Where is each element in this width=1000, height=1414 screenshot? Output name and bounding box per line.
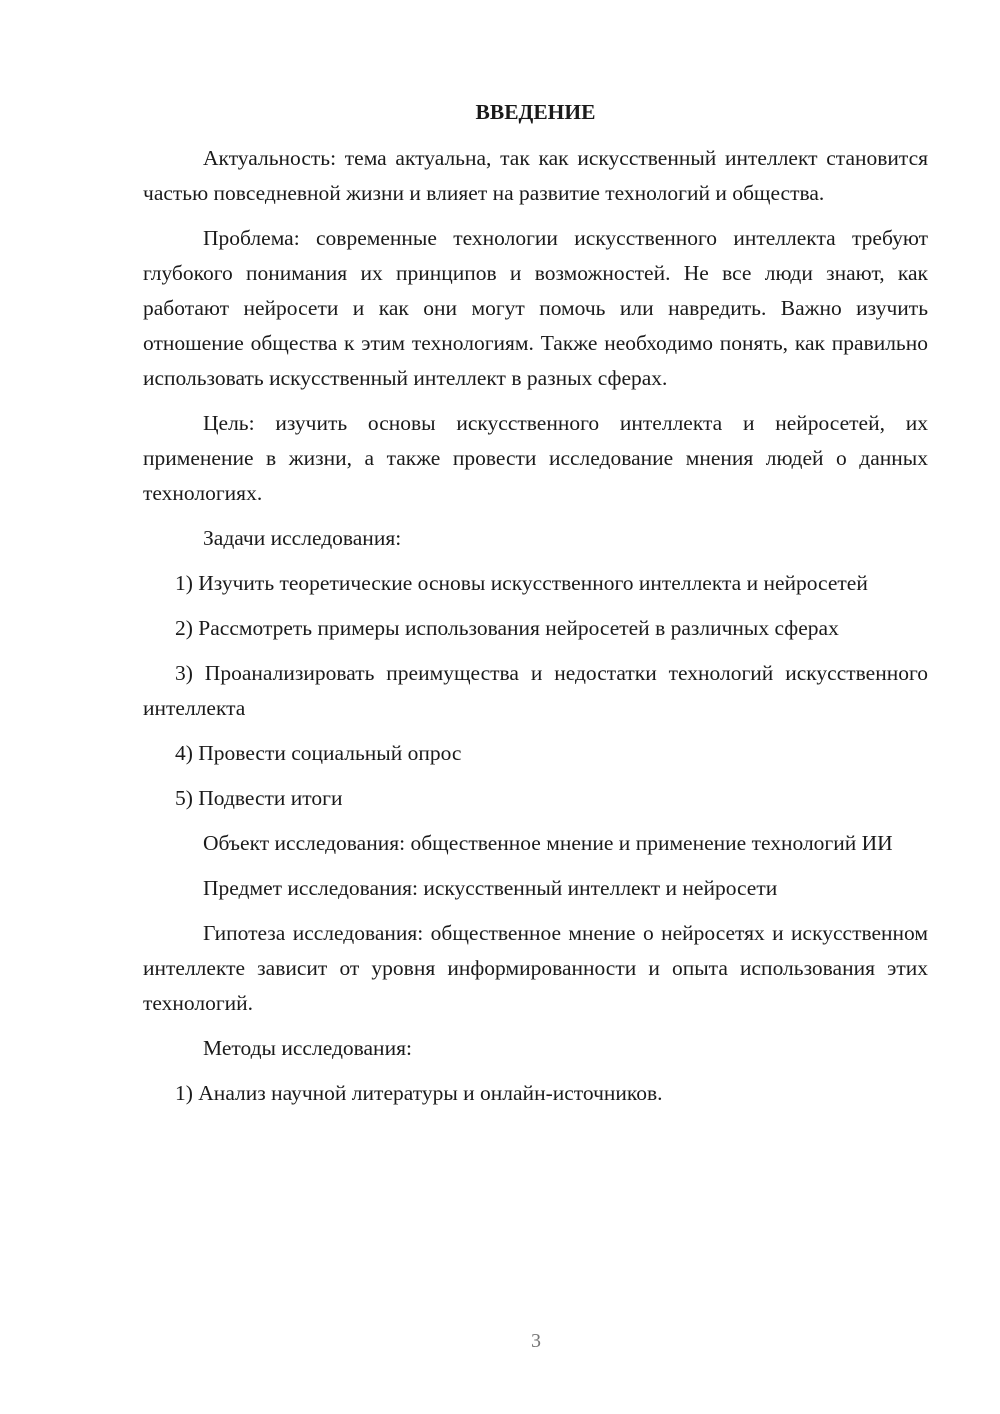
task-item-2: 2) Рассмотреть примеры использования нейросетей в различных сферах — [175, 616, 839, 640]
problem-paragraph: Проблема: современные технологии искусственного интеллекта требуют глубокого понимания их принципов и возможностей. Не все люди знают, как работают нейросети и как они могут помочь или навредить. Важно изучить отношение общества к этим технологиям. Также необходимо понять, как правильно использовать искусственный интеллект в разных сферах. — [143, 226, 928, 390]
document-page — [143, 95, 928, 1121]
subject-paragraph: Предмет исследования: искусственный интеллект и нейросети — [203, 876, 778, 900]
tasks-title: Задачи исследования: — [203, 526, 402, 550]
goal-paragraph: Цель: изучить основы искусственного интеллекта и нейросетей, их применение в жизни, а также провести исследование мнения людей о данных технологиях. — [143, 411, 928, 505]
section-heading: ВВЕДЕНИЕ — [475, 100, 596, 124]
hypothesis-paragraph: Гипотеза исследования: общественное мнение о нейросетях и искусственном интеллекте зависит от уровня информированности и опыта использования этих технологий. — [143, 921, 928, 1015]
task-item-1: 1) Изучить теоретические основы искусственного интеллекта и нейросетей — [175, 571, 868, 595]
task-item-4: 4) Провести социальный опрос — [175, 741, 462, 765]
object-paragraph: Объект исследования: общественное мнение и применение технологий ИИ — [203, 831, 893, 855]
methods-title: Методы исследования: — [203, 1036, 412, 1060]
relevance-paragraph: Актуальность: тема актуальна, так как искусственный интеллект становится частью повседневной жизни и влияет на развитие технологий и общества. — [143, 146, 928, 205]
task-item-5: 5) Подвести итоги — [175, 786, 343, 810]
task-item-3: 3) Проанализировать преимущества и недостатки технологий искусственного интеллекта — [143, 661, 928, 720]
page-number: 3 — [531, 1330, 541, 1352]
method-item-1: 1) Анализ научной литературы и онлайн-источников. — [175, 1081, 663, 1105]
